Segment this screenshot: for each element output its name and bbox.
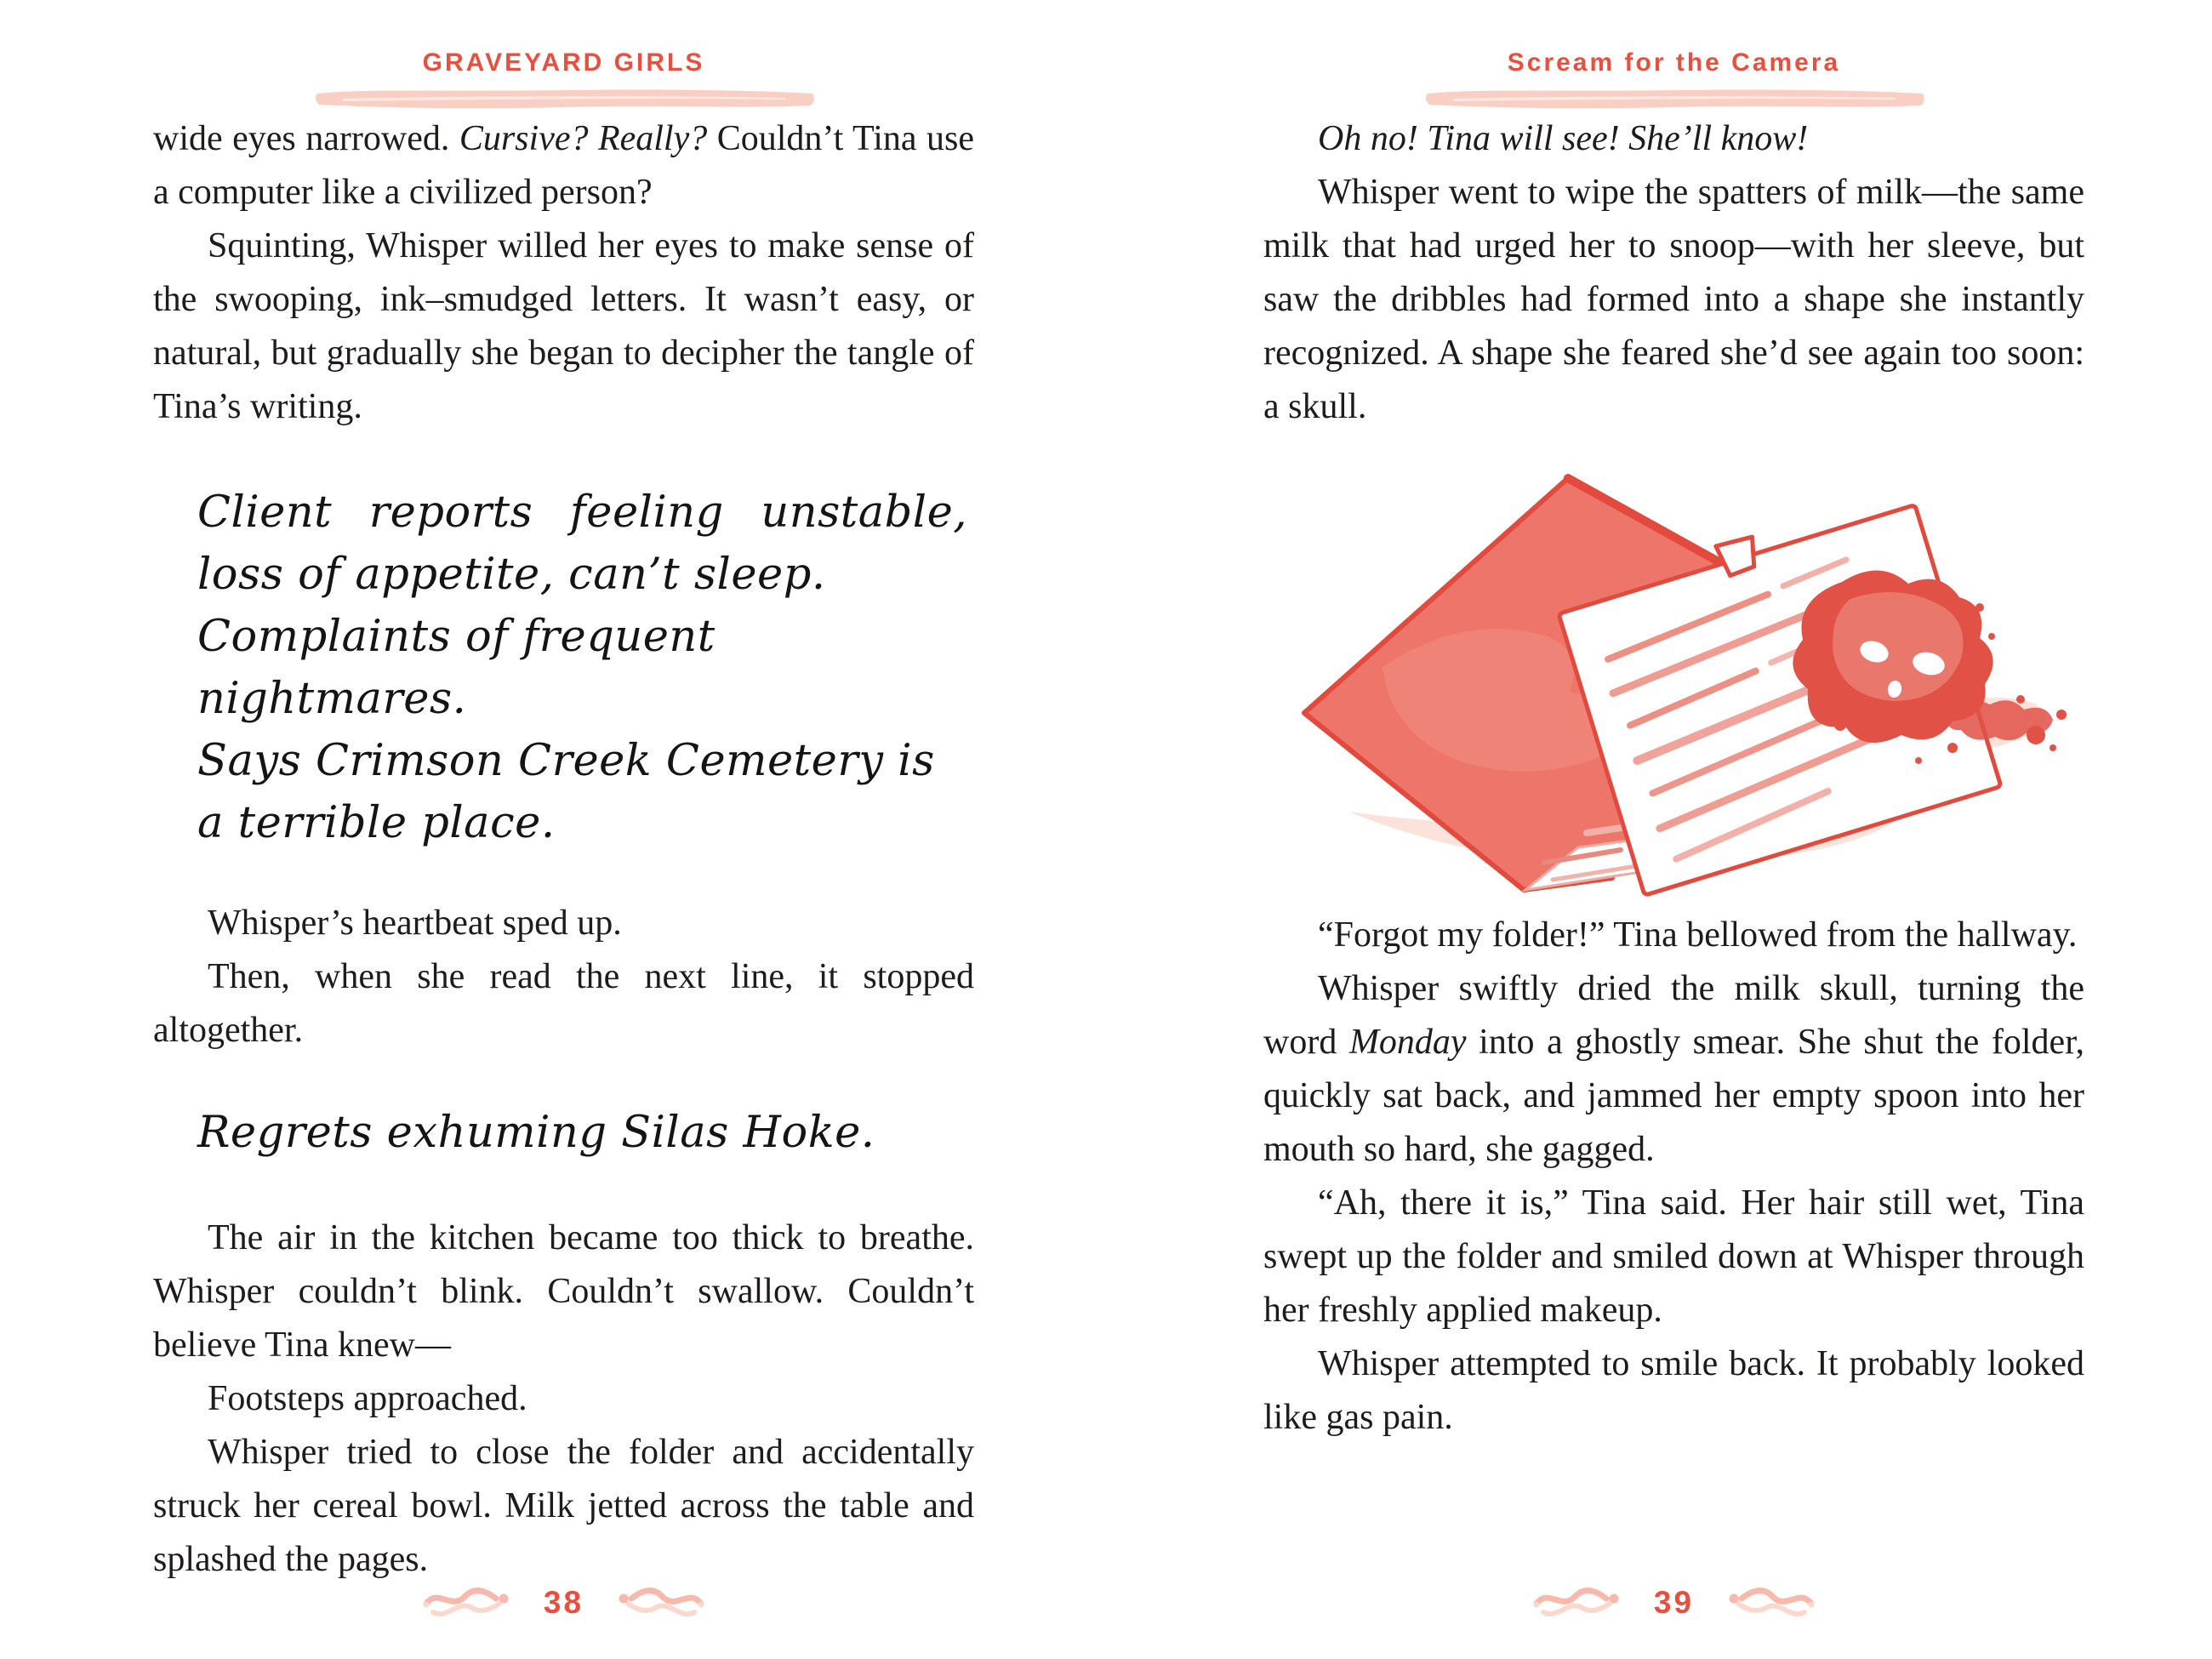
paragraph	[153, 112, 974, 219]
page-number: 39	[1653, 1585, 1695, 1620]
paragraph: The air in the kitchen became too thick to breathe. Whisper couldn’t blink. Couldn’t swallow. Couldn’t believe Tina knew—	[153, 1218, 974, 1365]
paragraph-text: into a ghostly smear. She shut the folder, quickly sat back, and jammed her empty spoon into her mouth so hard, she gagged.	[1263, 1023, 2084, 1169]
paragraph: Whisper’s heartbeat sped up.	[208, 904, 622, 943]
paragraph: Whisper went to wipe the spatters of milk—the same milk that had urged her to snoop—with her sleeve, but saw the dribbles had formed into a shape she instantly recognized. A shape she feared she’d see again too soon: a skull.	[1263, 173, 2084, 426]
paragraph-text: wide eyes narrowed.	[153, 119, 459, 158]
right-running-head	[1263, 0, 2084, 112]
paragraph-italic: Oh no! Tina will see! She’ll know!	[1318, 119, 1809, 158]
left-page-footer	[153, 1581, 974, 1625]
paragraph: “Ah, there it is,” Tina said. Her hair still wet, Tina swept up the folder and smiled down at Whisper through her freshly applied makeup.	[1263, 1183, 2084, 1330]
right-text-column	[1263, 0, 2084, 1445]
paragraph: Whisper attempted to smile back. It probably looked like gas pain.	[1263, 1344, 2084, 1437]
paragraph-text-italic: Cursive? Really?	[459, 119, 708, 158]
left-text-column	[153, 0, 974, 1587]
brush-stroke-icon	[309, 82, 819, 112]
paragraph-text: Couldn’t Tina use a computer like a civilized person?	[153, 119, 975, 212]
right-page-footer	[1263, 1581, 2084, 1625]
handwritten-line: Complaints of frequent nightmares.	[197, 612, 715, 724]
handwritten-line: Says Crimson Creek Cemetery is a terrible place.	[197, 736, 935, 848]
flourish-icon	[419, 1581, 515, 1625]
flourish-icon	[1723, 1581, 1818, 1625]
chapter-title: Scream for the Camera	[1507, 48, 1841, 77]
flourish-icon	[1530, 1581, 1625, 1625]
paragraph	[1263, 962, 2084, 1177]
paragraph: “Forgot my folder!” Tina bellowed from the hallway.	[1318, 915, 2078, 955]
paragraph: Footsteps approached.	[208, 1379, 527, 1418]
paragraph: Squinting, Whisper willed her eyes to make sense of the swooping, ink–smudged letters. It wasn’t easy, or natural, but gradually she began to decipher the tangle of Tina’s writing.	[153, 226, 974, 426]
brush-stroke-icon	[1419, 82, 1930, 112]
handwritten-note	[197, 482, 967, 854]
series-title: GRAVEYARD GIRLS	[422, 48, 705, 77]
page-right	[1106, 0, 2212, 1659]
handwritten-note: Regrets exhuming Silas Hoke.	[197, 1108, 875, 1158]
paragraph: Whisper tried to close the folder and accidentally struck her cereal bowl. Milk jetted across the table and splashed the pages.	[153, 1433, 974, 1579]
left-running-head	[153, 0, 974, 112]
paragraph: Then, when she read the next line, it stopped altogether.	[153, 957, 974, 1050]
paragraph-text-italic: Monday	[1348, 1023, 1467, 1062]
milk-skull-folder-illustration	[1255, 454, 2093, 897]
handwritten-line: Client reports feeling unstable, loss of appetite, can’t sleep.	[197, 487, 967, 600]
page-number: 38	[543, 1585, 584, 1620]
paragraph-text: Whisper swiftly dried the milk skull, turning the word	[1263, 969, 2084, 1062]
flourish-icon	[613, 1581, 708, 1625]
